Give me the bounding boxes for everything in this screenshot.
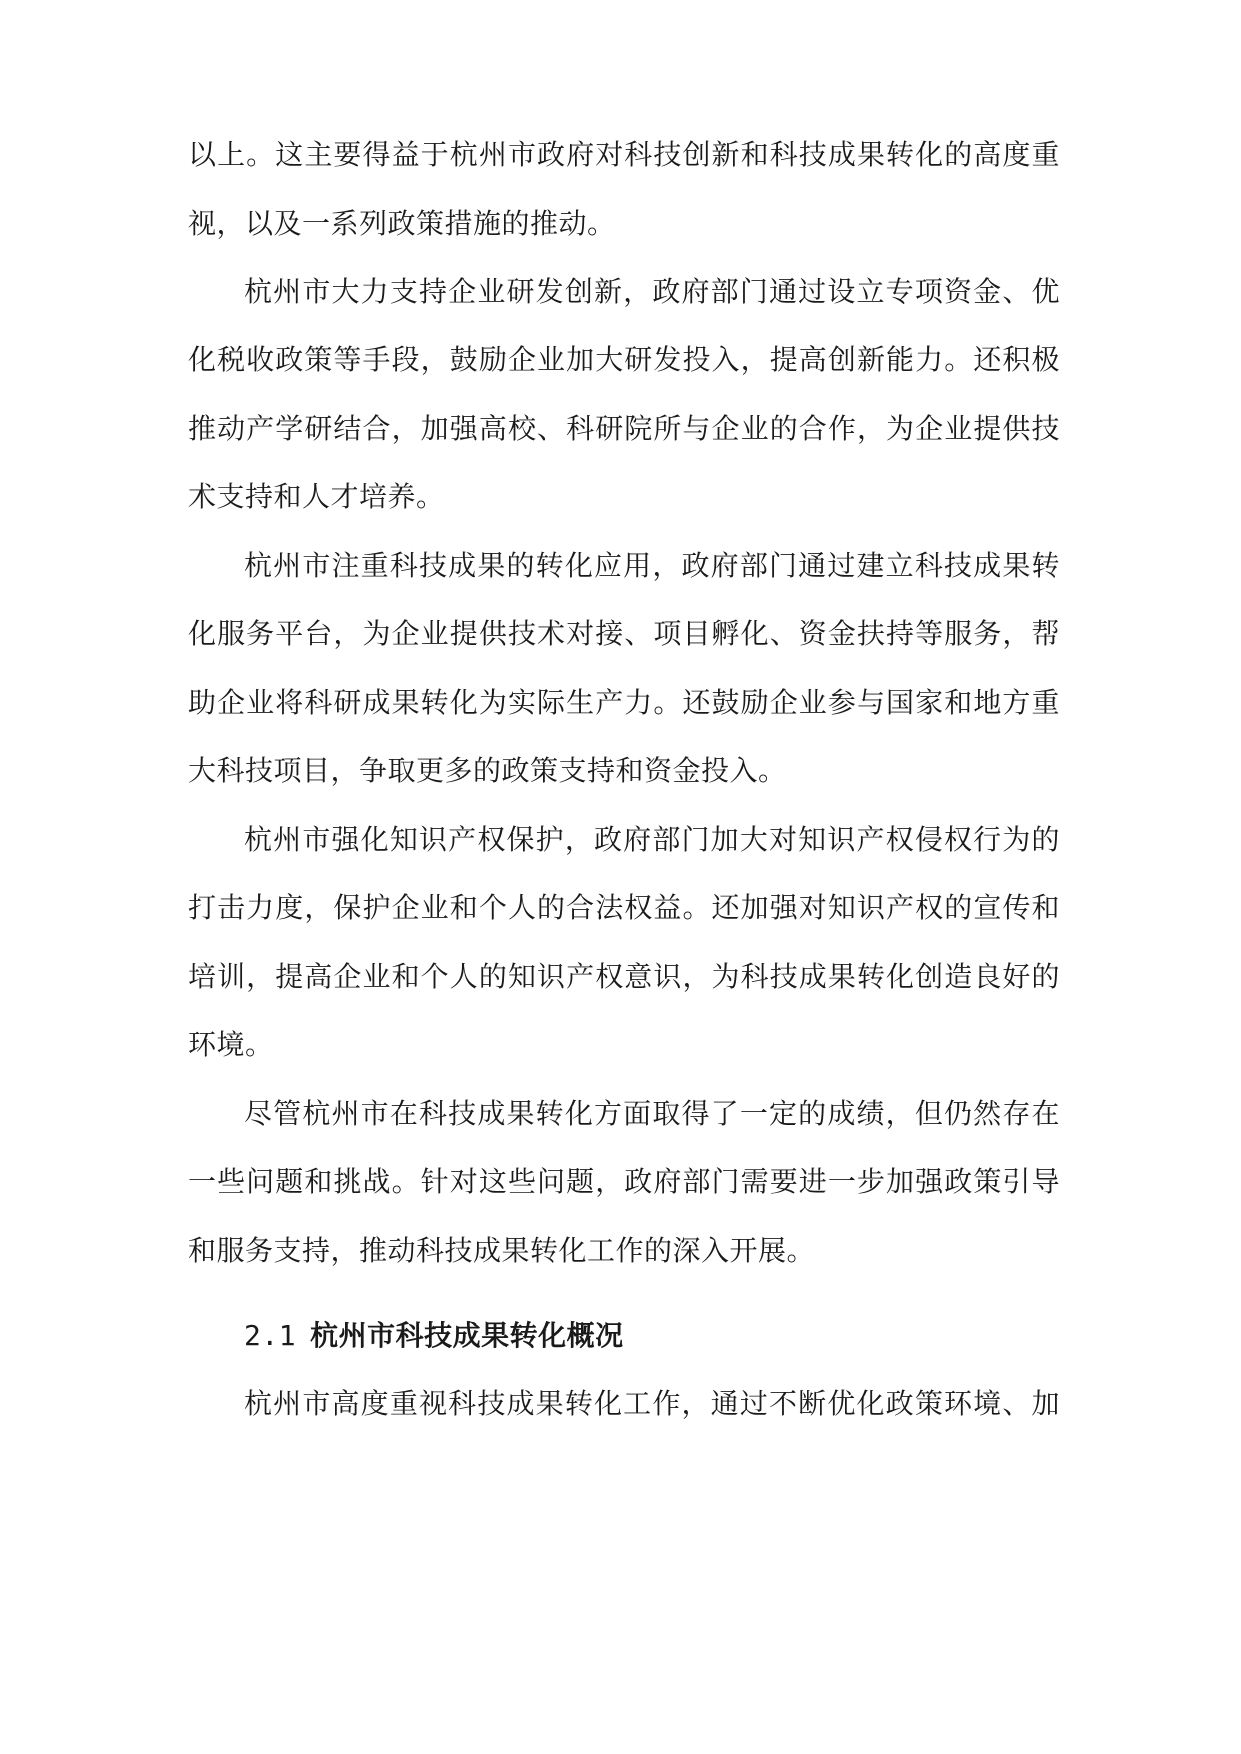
paragraph-1-line-1: 以上。这主要得益于杭州市政府对科技创新和科技成果转化的高度重 [188, 138, 1060, 171]
paragraph-3-line-4: 大科技项目，争取更多的政策支持和资金投入。 [188, 754, 787, 787]
section-title: 杭州市科技成果转化概况 [310, 1319, 624, 1352]
paragraph-3-line-3: 助企业将科研成果转化为实际生产力。还鼓励企业参与国家和地方重 [188, 686, 1060, 719]
paragraph-1-line-2: 视，以及一系列政策措施的推动。 [188, 207, 616, 240]
paragraph-2-line-2: 化税收政策等手段，鼓励企业加大研发投入，提高创新能力。还积极 [188, 343, 1060, 376]
paragraph-4-line-4: 环境。 [188, 1028, 274, 1061]
paragraph-5-line-3: 和服务支持，推动科技成果转化工作的深入开展。 [188, 1234, 816, 1267]
paragraph-3-line-1: 杭州市注重科技成果的转化应用，政府部门通过建立科技成果转 [244, 549, 1060, 582]
section-paragraph-line-1: 杭州市高度重视科技成果转化工作，通过不断优化政策环境、加 [244, 1387, 1060, 1420]
paragraph-2-line-1: 杭州市大力支持企业研发创新，政府部门通过设立专项资金、优 [244, 275, 1060, 308]
section-heading [244, 1316, 624, 1356]
paragraph-4-line-2: 打击力度，保护企业和个人的合法权益。还加强对知识产权的宣传和 [188, 891, 1060, 924]
paragraph-3-line-2: 化服务平台，为企业提供技术对接、项目孵化、资金扶持等服务，帮 [188, 617, 1060, 650]
paragraph-2-line-4: 术支持和人才培养。 [188, 480, 445, 513]
paragraph-5-line-1: 尽管杭州市在科技成果转化方面取得了一定的成绩，但仍然存在 [244, 1097, 1060, 1130]
section-number: 2.1 [244, 1319, 297, 1352]
paragraph-5-line-2: 一些问题和挑战。针对这些问题，政府部门需要进一步加强政策引导 [188, 1165, 1060, 1198]
paragraph-2-line-3: 推动产学研结合，加强高校、科研院所与企业的合作，为企业提供技 [188, 412, 1060, 445]
paragraph-4-line-1: 杭州市强化知识产权保护，政府部门加大对知识产权侵权行为的 [244, 823, 1060, 856]
paragraph-4-line-3: 培训，提高企业和个人的知识产权意识，为科技成果转化创造良好的 [188, 960, 1060, 993]
